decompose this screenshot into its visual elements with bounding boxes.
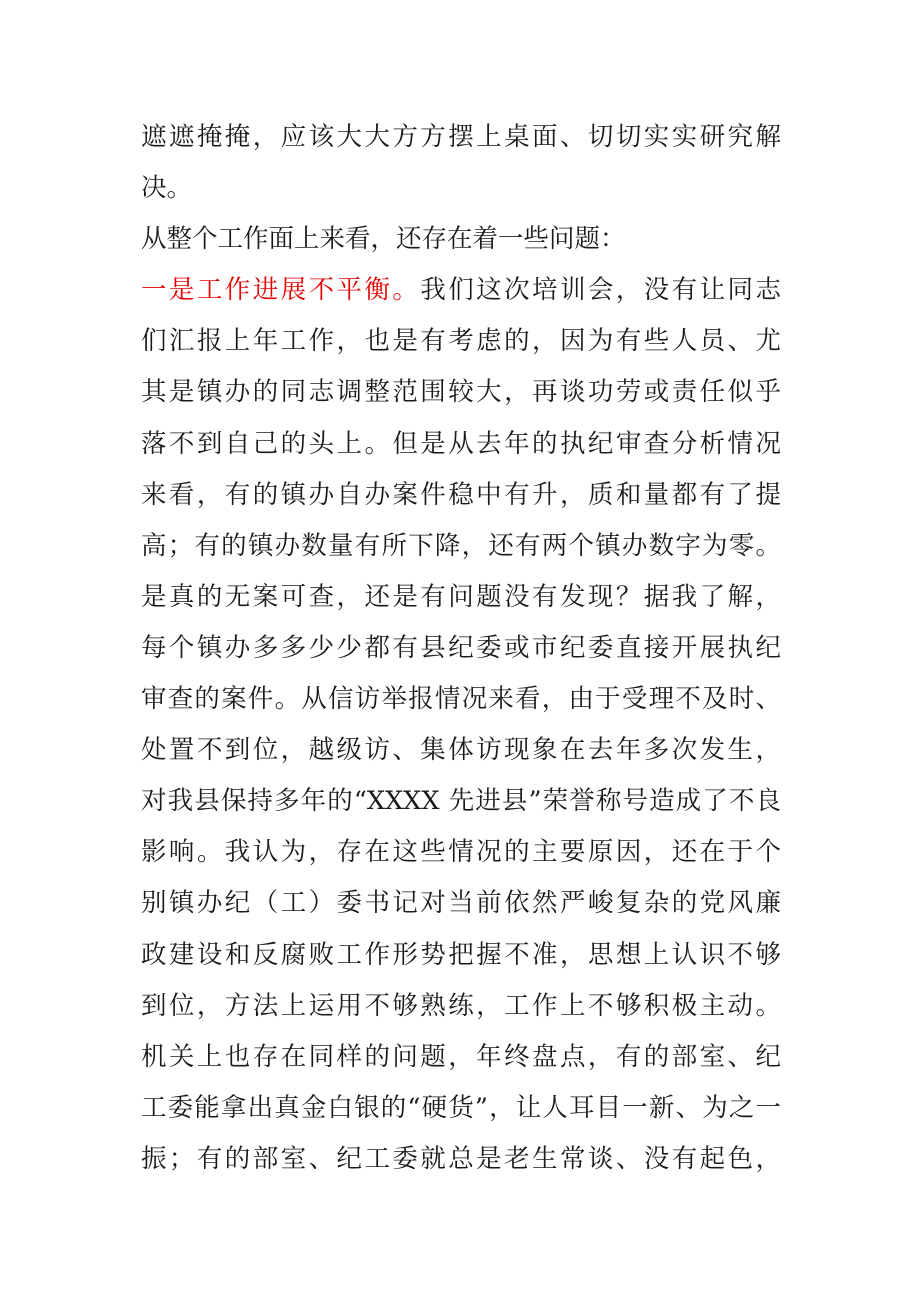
text-line: 对我县保持多年的“XXXX 先进县”荣誉称号造成了不良 — [141, 786, 781, 817]
text-line: 决。 — [141, 173, 193, 204]
text-line: 从整个工作面上来看，还存在着一些问题： — [141, 224, 626, 255]
text-line: 振；有的部室、纪工委就总是老生常谈、没有起色， — [141, 1143, 781, 1174]
text-line: 处置不到位，越级访、集体访现象在去年多次发生， — [141, 735, 781, 766]
text-line: 落不到自己的头上。但是从去年的执纪审查分析情况 — [141, 428, 781, 459]
text-line-with-heading — [141, 265, 781, 316]
text-line: 工委能拿出真金白银的“硬货”，让人耳目一新、为之一 — [141, 1092, 781, 1123]
text-line: 审查的案件。从信访举报情况来看，由于受理不及时、 — [141, 684, 781, 715]
text-line-rest: 我们这次培训会，没有让同志 — [420, 275, 781, 306]
text-line: 其是镇办的同志调整范围较大，再谈功劳或责任似乎 — [141, 377, 781, 408]
text-line: 机关上也存在同样的问题，年终盘点，有的部室、纪 — [141, 1041, 781, 1072]
text-line: 到位，方法上运用不够熟练，工作上不够积极主动。 — [141, 990, 781, 1021]
text-line: 们汇报上年工作，也是有考虑的，因为有些人员、尤 — [141, 326, 781, 357]
text-line: 影响。我认为，存在这些情况的主要原因，还在于个 — [141, 837, 781, 868]
text-line: 别镇办纪（工）委书记对当前依然严峻复杂的党风廉 — [141, 888, 781, 919]
text-line: 来看，有的镇办自办案件稳中有升，质和量都有了提 — [141, 479, 781, 510]
text-line: 是真的无案可查，还是有问题没有发现？据我了解， — [141, 581, 781, 612]
text-line: 遮遮掩掩，应该大大方方摆上桌面、切切实实研究解 — [141, 122, 781, 152]
body-text — [141, 112, 781, 1185]
point-one-heading: 一是工作进展不平衡。 — [141, 275, 421, 306]
text-line: 政建设和反腐败工作形势把握不准，思想上认识不够 — [141, 939, 781, 970]
text-line: 高；有的镇办数量有所下降，还有两个镇办数字为零。 — [141, 530, 781, 561]
text-line: 每个镇办多多少少都有县纪委或市纪委直接开展执纪 — [141, 632, 781, 663]
